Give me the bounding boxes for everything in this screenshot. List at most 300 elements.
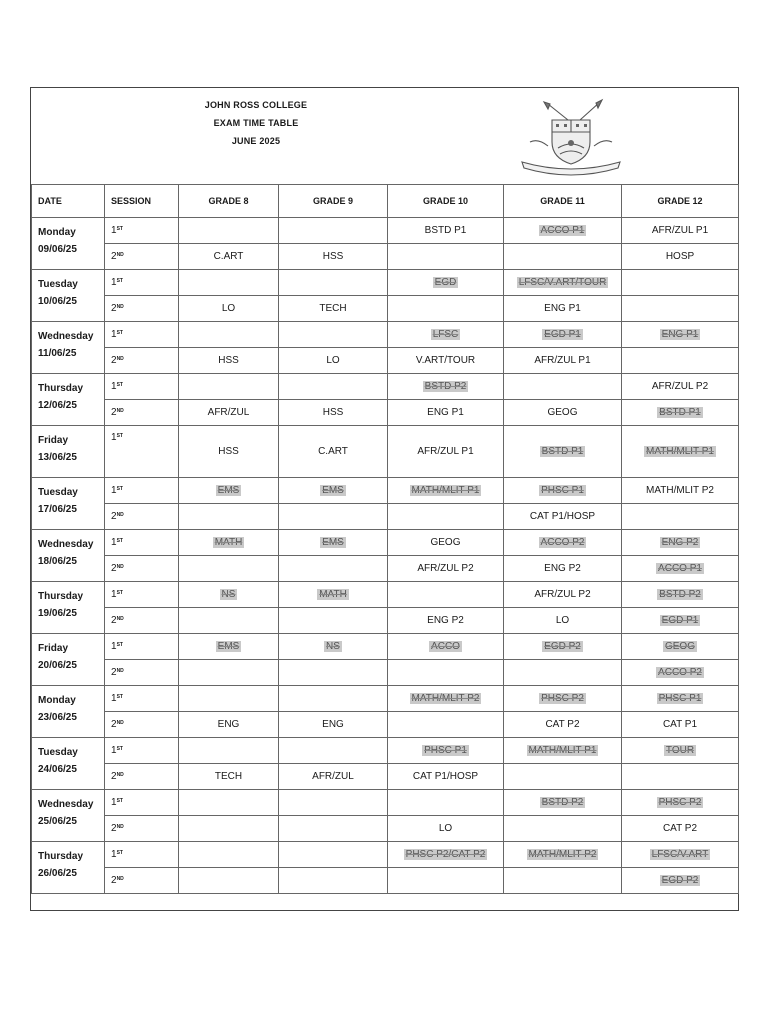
exam-cell-grade-12	[622, 868, 739, 894]
exam-cell-grade-8	[179, 608, 279, 634]
table-row	[32, 530, 739, 556]
exam-cell-grade-9	[279, 816, 388, 842]
exam-subject: MATH	[319, 589, 347, 600]
exam-cell-grade-10	[388, 738, 504, 764]
session-suffix: ND	[116, 772, 124, 778]
day-date: 17/06/25	[38, 504, 77, 515]
date-cell	[32, 426, 105, 478]
exam-cell-grade-9	[279, 270, 388, 296]
session-cell	[105, 842, 179, 868]
exam-cell-grade-8	[179, 296, 279, 322]
exam-cell-grade-9	[279, 790, 388, 816]
session-cell	[105, 374, 179, 400]
session-cell	[105, 530, 179, 556]
exam-cell-grade-9	[279, 322, 388, 348]
session-number: 2	[111, 303, 117, 314]
header-text	[201, 96, 311, 150]
session-suffix: ST	[116, 382, 123, 388]
exam-cell-grade-10	[388, 270, 504, 296]
session-suffix: ST	[116, 330, 123, 336]
exam-subject: CAT P2	[662, 823, 698, 834]
table-row	[32, 348, 739, 374]
exam-subject: AFR/ZUL P1	[417, 446, 474, 457]
date-cell	[32, 374, 105, 426]
exam-subject: CAT P2	[545, 719, 580, 730]
exam-subject: MATH	[214, 537, 243, 548]
exam-cell-grade-11	[504, 738, 622, 764]
exam-cell-grade-10	[388, 244, 504, 270]
exam-cell-grade-8	[179, 790, 279, 816]
day-name: Monday	[38, 695, 76, 706]
session-cell	[105, 504, 179, 530]
session-cell	[105, 478, 179, 504]
exam-subject: C.ART	[318, 446, 348, 457]
exam-cell-grade-9	[279, 478, 388, 504]
exam-cell-grade-12	[622, 556, 739, 582]
timetable-header	[31, 88, 738, 185]
exam-cell-grade-10	[388, 764, 504, 790]
exam-subject: AFR/ZUL P1	[534, 355, 591, 366]
exam-cell-grade-8	[179, 868, 279, 894]
session-suffix: ST	[116, 590, 123, 596]
date-cell	[32, 790, 105, 842]
day-name: Thursday	[38, 851, 84, 862]
exam-cell-grade-12	[622, 790, 739, 816]
date-cell	[32, 686, 105, 738]
exam-cell-grade-8	[179, 686, 279, 712]
session-cell	[105, 608, 179, 634]
exam-subject: GEOG	[547, 407, 578, 418]
exam-cell-grade-12	[622, 218, 739, 244]
exam-cell-grade-11	[504, 478, 622, 504]
exam-cell-grade-9	[279, 374, 388, 400]
exam-subject: LFSC/V.ART/TOUR	[518, 277, 607, 288]
day-date: 26/06/25	[38, 868, 77, 879]
exam-cell-grade-8	[179, 582, 279, 608]
date-cell	[32, 218, 105, 270]
day-name: Wednesday	[38, 799, 94, 810]
exam-cell-grade-12	[622, 348, 739, 374]
exam-subject: ENG P1	[427, 407, 464, 418]
exam-cell-grade-8	[179, 530, 279, 556]
exam-subject: ACCO	[431, 641, 460, 652]
exam-cell-grade-11	[504, 374, 622, 400]
day-date: 20/06/25	[38, 660, 77, 671]
exam-cell-grade-11	[504, 400, 622, 426]
session-number: 2	[111, 719, 117, 730]
exam-subject: AFR/ZUL P2	[417, 563, 474, 574]
session-suffix: ND	[116, 512, 124, 518]
exam-subject: MATH/MLIT P1	[646, 446, 714, 457]
exam-cell-grade-8	[179, 556, 279, 582]
school-crest-icon	[518, 98, 624, 178]
session-number: 1	[111, 485, 117, 496]
exam-cell-grade-10	[388, 868, 504, 894]
exam-subject: ACCO P1	[540, 225, 585, 236]
session-suffix: ND	[116, 356, 124, 362]
exam-subject: HSS	[218, 355, 239, 366]
session-number: 2	[111, 823, 117, 834]
day-name: Thursday	[38, 591, 84, 602]
session-cell	[105, 764, 179, 790]
session-cell	[105, 322, 179, 348]
session-suffix: ND	[116, 824, 124, 830]
session-cell	[105, 426, 179, 478]
timetable-body	[32, 218, 739, 894]
exam-subject: BSTD P2	[424, 381, 467, 392]
exam-cell-grade-12	[622, 582, 739, 608]
exam-cell-grade-8	[179, 400, 279, 426]
day-name: Friday	[38, 435, 69, 446]
session-suffix: ST	[116, 746, 123, 752]
exam-subject: EMS	[322, 485, 344, 496]
date-cell	[32, 478, 105, 530]
exam-cell-grade-12	[622, 478, 739, 504]
exam-cell-grade-10	[388, 530, 504, 556]
column-header-grade-11: GRADE 11	[504, 185, 622, 218]
exam-subject: EGD P2	[661, 875, 699, 886]
session-suffix: ND	[116, 564, 124, 570]
exam-subject: NS	[221, 589, 236, 600]
session-number: 2	[111, 667, 117, 678]
exam-cell-grade-8	[179, 764, 279, 790]
session-cell	[105, 348, 179, 374]
exam-subject: ENG P1	[661, 329, 699, 340]
session-suffix: ND	[116, 720, 124, 726]
exam-cell-grade-11	[504, 634, 622, 660]
table-row	[32, 738, 739, 764]
exam-cell-grade-9	[279, 244, 388, 270]
table-row	[32, 868, 739, 894]
exam-cell-grade-12	[622, 296, 739, 322]
day-date: 25/06/25	[38, 816, 77, 827]
session-number: 1	[111, 381, 117, 392]
exam-cell-grade-8	[179, 270, 279, 296]
day-date: 23/06/25	[38, 712, 77, 723]
exam-subject: LO	[438, 823, 453, 834]
exam-subject: EGD P1	[661, 615, 699, 626]
session-cell	[105, 400, 179, 426]
day-name: Tuesday	[38, 487, 78, 498]
exam-cell-grade-10	[388, 400, 504, 426]
exam-subject: MATH/MLIT P1	[411, 485, 480, 496]
exam-subject: LFSC/V.ART	[651, 849, 709, 860]
exam-subject: V.ART/TOUR	[415, 355, 476, 366]
session-cell	[105, 244, 179, 270]
table-row	[32, 218, 739, 244]
date-cell	[32, 322, 105, 374]
exam-cell-grade-8	[179, 738, 279, 764]
exam-cell-grade-10	[388, 660, 504, 686]
exam-cell-grade-12	[622, 244, 739, 270]
exam-cell-grade-9	[279, 738, 388, 764]
column-header-session: SESSION	[105, 185, 179, 218]
exam-subject: BSTD P1	[424, 225, 467, 236]
exam-subject: TECH	[214, 771, 243, 782]
session-cell	[105, 556, 179, 582]
day-name: Tuesday	[38, 279, 78, 290]
session-number: 2	[111, 251, 117, 262]
exam-subject: ENG P2	[661, 537, 699, 548]
exam-subject: TECH	[319, 303, 347, 314]
session-number: 2	[111, 615, 117, 626]
session-number: 1	[111, 537, 117, 548]
exam-subject: EGD P2	[544, 641, 581, 652]
day-date: 19/06/25	[38, 608, 77, 619]
exam-subject: BSTD P1	[659, 407, 701, 418]
session-suffix: ST	[116, 278, 123, 284]
exam-subject: ACCO P2	[658, 667, 702, 678]
exam-cell-grade-8	[179, 244, 279, 270]
exam-cell-grade-9	[279, 868, 388, 894]
exam-cell-grade-8	[179, 218, 279, 244]
table-row	[32, 660, 739, 686]
date-cell	[32, 842, 105, 894]
exam-subject: CAT P1	[662, 719, 698, 730]
exam-subject: BSTD P2	[659, 589, 701, 600]
table-row	[32, 764, 739, 790]
exam-cell-grade-12	[622, 504, 739, 530]
exam-cell-grade-9	[279, 400, 388, 426]
date-cell	[32, 738, 105, 790]
exam-subject: PHSC P2	[658, 797, 702, 808]
session-suffix: ND	[116, 668, 124, 674]
exam-subject: PHSC P2	[541, 693, 584, 704]
session-suffix: ST	[116, 798, 123, 804]
column-header-grade-10: GRADE 10	[388, 185, 504, 218]
exam-cell-grade-12	[622, 608, 739, 634]
exam-subject: PHSC P1	[541, 485, 584, 496]
session-number: 1	[111, 797, 117, 808]
exam-cell-grade-10	[388, 790, 504, 816]
exam-cell-grade-11	[504, 244, 622, 270]
table-row	[32, 790, 739, 816]
exam-cell-grade-11	[504, 608, 622, 634]
exam-cell-grade-11	[504, 686, 622, 712]
session-number: 1	[111, 589, 117, 600]
day-date: 24/06/25	[38, 764, 77, 775]
day-name: Thursday	[38, 383, 84, 394]
exam-subject: CAT P1/HOSP	[529, 511, 596, 522]
exam-cell-grade-12	[622, 842, 739, 868]
day-date: 18/06/25	[38, 556, 77, 567]
exam-cell-grade-9	[279, 582, 388, 608]
table-row	[32, 634, 739, 660]
session-suffix: ST	[116, 538, 123, 544]
exam-period: JUNE 2025	[231, 136, 281, 146]
column-header-date: DATE	[32, 185, 105, 218]
exam-cell-grade-11	[504, 660, 622, 686]
exam-subject: LFSC	[432, 329, 459, 340]
session-number: 2	[111, 511, 117, 522]
session-number: 2	[111, 355, 117, 366]
exam-subject: BSTD P2	[541, 797, 584, 808]
session-suffix: ST	[116, 226, 123, 232]
exam-subject: AFR/ZUL P2	[534, 589, 591, 600]
exam-cell-grade-9	[279, 504, 388, 530]
exam-subject: HOSP	[665, 251, 695, 262]
exam-cell-grade-8	[179, 660, 279, 686]
exam-subject: AFR/ZUL	[312, 771, 354, 782]
table-row	[32, 270, 739, 296]
exam-cell-grade-10	[388, 634, 504, 660]
exam-subject: EMS	[217, 641, 240, 652]
exam-subject: TOUR	[665, 745, 695, 756]
exam-cell-grade-10	[388, 842, 504, 868]
exam-cell-grade-12	[622, 686, 739, 712]
column-header-grade-9: GRADE 9	[279, 185, 388, 218]
session-number: 1	[111, 641, 117, 652]
exam-cell-grade-8	[179, 348, 279, 374]
exam-subject: HSS	[322, 251, 344, 262]
exam-subject: ENG P1	[544, 303, 581, 314]
exam-cell-grade-11	[504, 348, 622, 374]
session-cell	[105, 738, 179, 764]
column-header-grade-8: GRADE 8	[179, 185, 279, 218]
exam-cell-grade-8	[179, 374, 279, 400]
exam-cell-grade-12	[622, 660, 739, 686]
exam-cell-grade-12	[622, 374, 739, 400]
table-row	[32, 244, 739, 270]
exam-subject: LO	[555, 615, 570, 626]
exam-subject: PHSC P2/CAT P2	[405, 849, 486, 860]
exam-subject: ENG	[322, 719, 344, 730]
session-number: 2	[111, 875, 117, 886]
session-suffix: ND	[116, 876, 124, 882]
exam-cell-grade-9	[279, 296, 388, 322]
exam-cell-grade-9	[279, 218, 388, 244]
document-title: EXAM TIME TABLE	[213, 118, 299, 128]
exam-subject: MATH/MLIT P2	[411, 693, 480, 704]
exam-subject: MATH/MLIT P1	[528, 745, 597, 756]
day-date: 12/06/25	[38, 400, 77, 411]
exam-cell-grade-9	[279, 764, 388, 790]
exam-cell-grade-8	[179, 712, 279, 738]
exam-subject: BSTD P1	[541, 446, 584, 457]
exam-cell-grade-10	[388, 556, 504, 582]
session-cell	[105, 634, 179, 660]
exam-subject: GEOG	[664, 641, 695, 652]
exam-cell-grade-8	[179, 478, 279, 504]
session-suffix: ST	[116, 694, 123, 700]
exam-cell-grade-9	[279, 712, 388, 738]
exam-cell-grade-12	[622, 322, 739, 348]
exam-timetable	[31, 184, 739, 894]
session-suffix: ND	[116, 252, 124, 258]
table-row	[32, 712, 739, 738]
session-cell	[105, 296, 179, 322]
table-row	[32, 582, 739, 608]
table-row	[32, 686, 739, 712]
table-row	[32, 608, 739, 634]
table-row	[32, 400, 739, 426]
table-row	[32, 478, 739, 504]
day-name: Tuesday	[38, 747, 78, 758]
exam-cell-grade-12	[622, 270, 739, 296]
date-cell	[32, 270, 105, 322]
exam-cell-grade-11	[504, 842, 622, 868]
date-cell	[32, 582, 105, 634]
exam-subject: ACCO P2	[540, 537, 585, 548]
day-name: Wednesday	[38, 331, 94, 342]
exam-subject: AFR/ZUL P1	[651, 225, 709, 236]
session-number: 1	[111, 329, 117, 340]
exam-cell-grade-11	[504, 530, 622, 556]
session-number: 2	[111, 563, 117, 574]
session-cell	[105, 816, 179, 842]
session-number: 2	[111, 407, 117, 418]
exam-cell-grade-12	[622, 530, 739, 556]
exam-cell-grade-9	[279, 556, 388, 582]
exam-cell-grade-11	[504, 322, 622, 348]
exam-cell-grade-10	[388, 348, 504, 374]
exam-subject: PHSC P1	[658, 693, 702, 704]
exam-subject: ENG P2	[544, 563, 581, 574]
exam-cell-grade-10	[388, 582, 504, 608]
session-number: 1	[111, 432, 117, 443]
table-row	[32, 374, 739, 400]
exam-cell-grade-10	[388, 374, 504, 400]
exam-cell-grade-8	[179, 322, 279, 348]
exam-subject: ACCO P1	[658, 563, 702, 574]
exam-subject: ENG P2	[427, 615, 464, 626]
exam-cell-grade-11	[504, 712, 622, 738]
exam-cell-grade-11	[504, 270, 622, 296]
exam-subject: MATH/MLIT P2	[528, 849, 597, 860]
session-suffix: ND	[116, 616, 124, 622]
session-cell	[105, 660, 179, 686]
day-date: 09/06/25	[38, 244, 77, 255]
exam-cell-grade-11	[504, 816, 622, 842]
exam-subject: EMS	[322, 537, 344, 548]
session-suffix: ST	[116, 486, 123, 492]
exam-cell-grade-9	[279, 608, 388, 634]
exam-cell-grade-10	[388, 608, 504, 634]
exam-cell-grade-11	[504, 868, 622, 894]
session-suffix: ST	[116, 850, 123, 856]
exam-cell-grade-10	[388, 296, 504, 322]
exam-cell-grade-12	[622, 400, 739, 426]
exam-subject: MATH/MLIT P2	[646, 485, 714, 496]
session-cell	[105, 270, 179, 296]
exam-cell-grade-8	[179, 842, 279, 868]
exam-subject: AFR/ZUL	[207, 407, 250, 418]
table-row	[32, 842, 739, 868]
exam-cell-grade-11	[504, 218, 622, 244]
timetable-sheet	[30, 87, 739, 911]
exam-cell-grade-12	[622, 712, 739, 738]
table-row	[32, 504, 739, 530]
day-name: Friday	[38, 643, 69, 654]
session-number: 1	[111, 225, 117, 236]
exam-cell-grade-9	[279, 660, 388, 686]
table-row	[32, 322, 739, 348]
exam-subject: EMS	[217, 485, 240, 496]
exam-cell-grade-10	[388, 504, 504, 530]
exam-subject: EGD P1	[544, 329, 581, 340]
session-cell	[105, 686, 179, 712]
exam-cell-grade-9	[279, 686, 388, 712]
exam-subject: PHSC P1	[424, 745, 467, 756]
date-cell	[32, 634, 105, 686]
session-cell	[105, 790, 179, 816]
exam-cell-grade-10	[388, 816, 504, 842]
exam-subject: NS	[326, 641, 340, 652]
exam-cell-grade-9	[279, 842, 388, 868]
day-date: 10/06/25	[38, 296, 77, 307]
exam-cell-grade-9	[279, 634, 388, 660]
session-cell	[105, 218, 179, 244]
